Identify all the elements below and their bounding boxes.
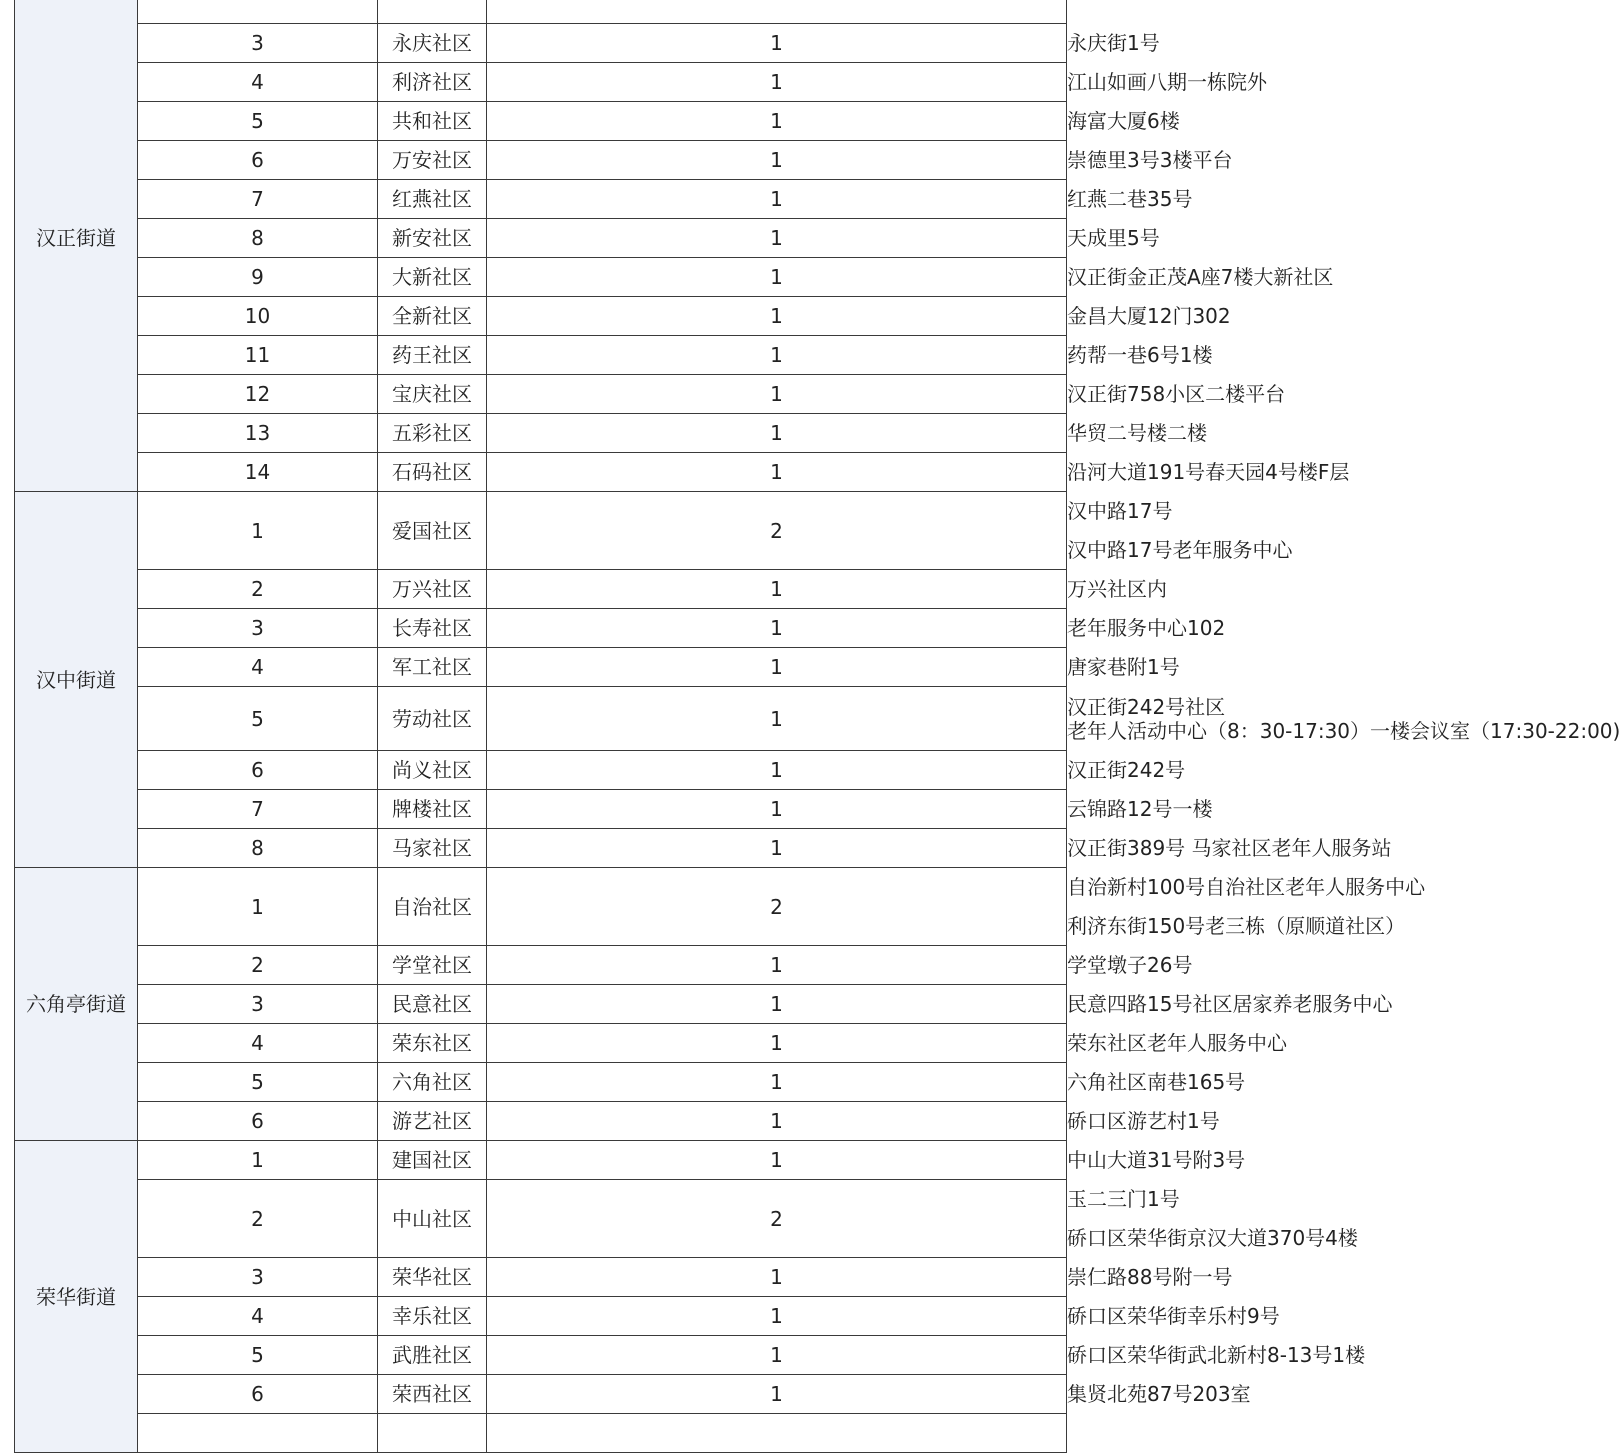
community-name-cell: 民意社区 (378, 985, 487, 1024)
site-count-cell: 1 (487, 1063, 1067, 1102)
community-number-cell: 11 (138, 336, 378, 375)
community-name-cell: 自治社区 (378, 868, 487, 946)
table-row: 硚口区荣华街京汉大道370号4楼 (1067, 1226, 1358, 1250)
community-name-cell: 爱国社区 (378, 492, 487, 570)
community-number-cell: 4 (138, 1297, 378, 1336)
table-row: 3 永庆社区 1 永庆街1号 (15, 24, 1067, 63)
community-name-cell: 药王社区 (378, 336, 487, 375)
table-row: 11 药王社区 1 药帮一巷6号1楼 (15, 336, 1067, 375)
community-name-cell: 长寿社区 (378, 609, 487, 648)
table-row: 7 牌楼社区 1 云锦路12号一楼 (15, 790, 1067, 829)
community-name-cell: 六角社区 (378, 1063, 487, 1102)
table-row: 8 马家社区 1 汉正街389号 马家社区老年人服务站 (15, 829, 1067, 868)
table-row: 7 红燕社区 1 红燕二巷35号 (15, 180, 1067, 219)
table-row: 5 共和社区 1 海富大厦6楼 (15, 102, 1067, 141)
site-count-cell: 1 (487, 63, 1067, 102)
community-number-cell: 3 (138, 609, 378, 648)
community-number-cell: 5 (138, 1063, 378, 1102)
community-name-cell: 游艺社区 (378, 1102, 487, 1141)
table-row: 5 武胜社区 1 硚口区荣华街武北新村8-13号1楼 (15, 1336, 1067, 1375)
table-row: 10 全新社区 1 金昌大厦12门302 (15, 297, 1067, 336)
table-row: 3 荣华社区 1 崇仁路88号附一号 (15, 1258, 1067, 1297)
table-row: 2 万兴社区 1 万兴社区内 (15, 570, 1067, 609)
community-name-cell (378, 0, 487, 24)
community-number-cell: 4 (138, 63, 378, 102)
community-number-cell: 4 (138, 1024, 378, 1063)
table-row: 4 利济社区 1 江山如画八期一栋院外 (15, 63, 1067, 102)
site-count-cell (487, 1414, 1067, 1453)
table-row: 6 荣西社区 1 集贤北苑87号203室 (15, 1375, 1067, 1414)
table-row: 6 尚义社区 1 汉正街242号 (15, 751, 1067, 790)
community-name-cell: 建国社区 (378, 1141, 487, 1180)
community-number-cell: 5 (138, 1336, 378, 1375)
table-row: 2 中山社区 2 玉二三门1号 (15, 1180, 1067, 1219)
community-name-cell: 牌楼社区 (378, 790, 487, 829)
site-count-cell: 1 (487, 790, 1067, 829)
community-name-cell: 劳动社区 (378, 687, 487, 751)
site-count-cell: 1 (487, 1141, 1067, 1180)
community-name-cell: 利济社区 (378, 63, 487, 102)
table-row: 8 新安社区 1 天成里5号 (15, 219, 1067, 258)
table-row: 汉中街道 1 爱国社区 2 汉中路17号 (15, 492, 1067, 531)
site-count-cell: 1 (487, 1297, 1067, 1336)
street-name-cell: 六角亭街道 (15, 868, 138, 1141)
community-number-cell: 3 (138, 24, 378, 63)
table-row: 12 宝庆社区 1 汉正街758小区二楼平台 (15, 375, 1067, 414)
community-number-cell: 6 (138, 1375, 378, 1414)
community-name-cell: 幸乐社区 (378, 1297, 487, 1336)
community-number-cell: 12 (138, 375, 378, 414)
site-count-cell: 1 (487, 751, 1067, 790)
community-name-cell: 永庆社区 (378, 24, 487, 63)
community-number-cell: 1 (138, 1141, 378, 1180)
community-number-cell: 5 (138, 687, 378, 751)
site-count-cell: 1 (487, 297, 1067, 336)
site-count-cell: 1 (487, 24, 1067, 63)
community-name-cell: 荣东社区 (378, 1024, 487, 1063)
community-name-cell: 武胜社区 (378, 1336, 487, 1375)
community-number-cell: 1 (138, 868, 378, 946)
site-count-cell: 1 (487, 375, 1067, 414)
community-number-cell (138, 1414, 378, 1453)
community-name-cell: 马家社区 (378, 829, 487, 868)
community-number-cell: 3 (138, 985, 378, 1024)
site-count-cell: 2 (487, 868, 1067, 946)
community-number-cell: 9 (138, 258, 378, 297)
site-count-cell: 1 (487, 1375, 1067, 1414)
table-row: 4 荣东社区 1 荣东社区老年人服务中心 (15, 1024, 1067, 1063)
street-name-cell: 汉中街道 (15, 492, 138, 868)
table-row: 汉中路17号老年服务中心 (1067, 538, 1293, 562)
community-name-cell: 尚义社区 (378, 751, 487, 790)
community-number-cell: 13 (138, 414, 378, 453)
community-number-cell: 6 (138, 751, 378, 790)
site-count-cell: 1 (487, 453, 1067, 492)
site-count-cell: 1 (487, 570, 1067, 609)
community-name-cell: 万安社区 (378, 141, 487, 180)
site-count-cell: 1 (487, 829, 1067, 868)
site-count-cell: 1 (487, 946, 1067, 985)
table-row: 5 六角社区 1 六角社区南巷165号 (15, 1063, 1067, 1102)
site-count-cell: 2 (487, 1180, 1067, 1258)
community-name-cell: 万兴社区 (378, 570, 487, 609)
table-row: 2 学堂社区 1 学堂墩子26号 (15, 946, 1067, 985)
table-row: 13 五彩社区 1 华贸二号楼二楼 (15, 414, 1067, 453)
table-row: 5 劳动社区 1 汉正街242号社区 老年人活动中心（8：30-17:30）一楼会议室（17:30-22:00) (15, 687, 1067, 751)
community-name-cell (378, 1414, 487, 1453)
site-count-cell: 1 (487, 1024, 1067, 1063)
community-number-cell: 6 (138, 141, 378, 180)
community-name-cell: 中山社区 (378, 1180, 487, 1258)
table-row: 6 万安社区 1 崇德里3号3楼平台 (15, 141, 1067, 180)
site-count-cell: 1 (487, 336, 1067, 375)
table-row: 3 长寿社区 1 老年服务中心102 (15, 609, 1067, 648)
community-number-cell (138, 0, 378, 24)
community-number-cell: 1 (138, 492, 378, 570)
community-number-cell: 8 (138, 829, 378, 868)
community-number-cell: 3 (138, 1258, 378, 1297)
table-row: 9 大新社区 1 汉正街金正茂A座7楼大新社区 (15, 258, 1067, 297)
community-name-cell: 共和社区 (378, 102, 487, 141)
community-name-cell: 宝庆社区 (378, 375, 487, 414)
community-number-cell: 7 (138, 790, 378, 829)
community-number-cell: 7 (138, 180, 378, 219)
street-name-cell: 汉正街道 (15, 0, 138, 492)
community-number-cell: 4 (138, 648, 378, 687)
community-name-cell: 学堂社区 (378, 946, 487, 985)
community-number-cell: 8 (138, 219, 378, 258)
table-row (15, 0, 1067, 24)
community-number-cell: 2 (138, 1180, 378, 1258)
site-count-cell: 1 (487, 648, 1067, 687)
site-count-cell: 1 (487, 985, 1067, 1024)
site-count-cell: 1 (487, 1258, 1067, 1297)
community-name-cell: 红燕社区 (378, 180, 487, 219)
community-number-cell: 14 (138, 453, 378, 492)
site-count-cell: 1 (487, 1336, 1067, 1375)
community-name-cell: 全新社区 (378, 297, 487, 336)
community-name-cell: 军工社区 (378, 648, 487, 687)
table-row: 利济东街150号老三栋（原顺道社区） (1067, 914, 1406, 938)
site-count-cell: 1 (487, 102, 1067, 141)
community-number-cell: 10 (138, 297, 378, 336)
community-address-table (14, 0, 1620, 1453)
community-number-cell: 6 (138, 1102, 378, 1141)
community-name-cell: 新安社区 (378, 219, 487, 258)
table-row: 6 游艺社区 1 硚口区游艺村1号 (15, 1102, 1067, 1141)
table-row: 3 民意社区 1 民意四路15号社区居家养老服务中心 (15, 985, 1067, 1024)
site-count-cell: 1 (487, 219, 1067, 258)
site-count-cell: 1 (487, 414, 1067, 453)
community-name-cell: 石码社区 (378, 453, 487, 492)
community-number-cell: 5 (138, 102, 378, 141)
community-name-cell: 五彩社区 (378, 414, 487, 453)
community-name-cell: 大新社区 (378, 258, 487, 297)
community-number-cell: 2 (138, 570, 378, 609)
site-count-cell: 1 (487, 258, 1067, 297)
table-row: 4 军工社区 1 唐家巷附1号 (15, 648, 1067, 687)
site-count-cell: 1 (487, 1102, 1067, 1141)
site-count-cell: 1 (487, 180, 1067, 219)
community-name-cell: 荣西社区 (378, 1375, 487, 1414)
street-name-cell: 荣华街道 (15, 1141, 138, 1453)
site-count-cell: 1 (487, 609, 1067, 648)
community-name-cell: 荣华社区 (378, 1258, 487, 1297)
table-row: 4 幸乐社区 1 硚口区荣华街幸乐村9号 (15, 1297, 1067, 1336)
table-row (15, 1414, 1067, 1453)
community-number-cell: 2 (138, 946, 378, 985)
table-row: 六角亭街道 1 自治社区 2 自治新村100号自治社区老年人服务中心 (15, 868, 1067, 907)
site-count-cell: 1 (487, 141, 1067, 180)
table-row: 14 石码社区 1 沿河大道191号春天园4号楼F层 (15, 453, 1067, 492)
table-row: 荣华街道 1 建国社区 1 中山大道31号附3号 (15, 1141, 1067, 1180)
site-count-cell (487, 0, 1067, 24)
site-count-cell: 1 (487, 687, 1067, 751)
site-count-cell: 2 (487, 492, 1067, 570)
